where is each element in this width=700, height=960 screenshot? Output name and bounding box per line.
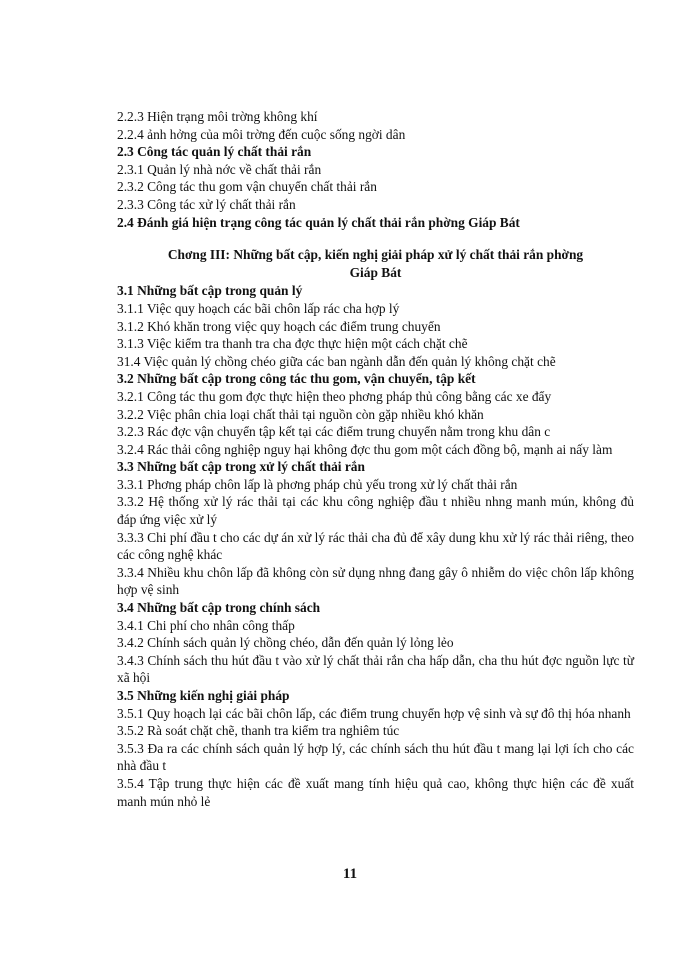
toc-entry-3-5-1: 3.5.1 Quy hoạch lại các bãi chôn lấp, các điểm trung chuyển hợp vệ sinh và sự đô thị hóa nhanh: [117, 705, 631, 721]
chapter-title-line-2: Giáp Bát: [349, 264, 402, 280]
toc-entry-2-3-1: 2.3.1 Quản lý nhà nớc về chất thải rắn: [117, 161, 322, 177]
section-heading-3-4: 3.4 Những bất cập trong chính sách: [117, 600, 321, 616]
toc-entry-3-4-3: 3.4.3 Chính sách thu hút đầu t vào xử lý chất thải rắn cha hấp dẫn, cha thu hút đợc nguồn lực từ xã hội: [117, 652, 634, 686]
page-number: 11: [342, 866, 358, 882]
toc-entry-3-1-2: 3.1.2 Khó khăn trong việc quy hoạch các điểm trung chuyển: [117, 318, 441, 334]
section-heading-2-4: 2.4 Đánh giá hiện trạng công tác quản lý chất thải rắn phờng Giáp Bát: [117, 214, 520, 230]
section-heading-3-3: 3.3 Những bất cập trong xử lý chất thải rắn: [117, 459, 365, 475]
section-heading-3-5: 3.5 Những kiến nghị giải pháp: [117, 688, 290, 703]
toc-entry-3-2-2: 3.2.2 Việc phân chia loại chất thải tại nguồn còn gặp nhiều khó khăn: [117, 406, 484, 422]
chapter-title: [117, 246, 634, 281]
table-of-contents: [117, 108, 634, 810]
toc-entry-2-3-3: 2.3.3 Công tác xử lý chất thải rắn: [117, 196, 296, 212]
toc-entry-2-3-2: 2.3.2 Công tác thu gom vận chuyển chất thải rắn: [117, 179, 377, 195]
toc-entry-3-5-3: 3.5.3 Đa ra các chính sách quản lý hợp lý, các chính sách thu hút đầu t mang lại lợi ích cho các nhà đầu t: [117, 740, 634, 774]
section-heading-3-1: 3.1 Những bất cập trong quản lý: [117, 283, 303, 299]
toc-entry-3-5-4: 3.5.4 Tập trung thực hiện các đề xuất mang tính hiệu quả cao, không thực hiện các đề xuất manh mún nhỏ lẻ: [117, 775, 634, 809]
toc-entry-3-1-4: 31.4 Việc quản lý chồng chéo giữa các ban ngành dẫn đến quản lý không chặt chẽ: [117, 353, 556, 369]
toc-entry-3-4-1: 3.4.1 Chi phí cho nhân công thấp: [117, 617, 295, 633]
toc-entry-2-2-4: 2.2.4 ảnh hởng của môi trờng đến cuộc sống ngời dân: [117, 126, 406, 142]
chapter-title-line-1: Chơng III: Những bất cập, kiến nghị giải pháp xử lý chất thải rắn phờng: [167, 247, 584, 263]
section-heading-2-3: 2.3 Công tác quản lý chất thải rắn: [117, 144, 312, 160]
toc-entry-3-3-3: 3.3.3 Chi phí đầu t cho các dự án xử lý rác thải cha đủ để xây dung khu xử lý rác thải riêng, theo các công nghệ khác: [117, 529, 634, 563]
toc-entry-3-2-3: 3.2.3 Rác đợc vận chuyển tập kết tại các điểm trung chuyển nằm trong khu dân c: [117, 424, 551, 440]
toc-entry-3-1-1: 3.1.1 Việc quy hoạch các bãi chôn lấp rác cha hợp lý: [117, 300, 400, 316]
toc-entry-2-2-3: 2.2.3 Hiện trạng môi trờng không khí: [117, 109, 318, 124]
toc-entry-3-3-4: 3.3.4 Nhiều khu chôn lấp đã không còn sử dụng nhng đang gây ô nhiễm do việc chôn lấp không hợp vệ sinh: [117, 564, 634, 598]
toc-entry-3-3-1: 3.3.1 Phơng pháp chôn lấp là phơng pháp chủ yếu trong xử lý chất thải rắn: [117, 476, 518, 492]
toc-entry-3-3-2: 3.3.2 Hệ thống xử lý rác thải tại các khu công nghiệp đầu t nhiều nhng manh mún, không đủ đáp ứng việc xử lý: [117, 494, 634, 528]
toc-entry-3-1-3: 3.1.3 Việc kiểm tra thanh tra cha đợc thực hiện một cách chặt chẽ: [117, 336, 468, 352]
toc-entry-3-2-4: 3.2.4 Rác thải công nghiệp nguy hại không đợc thu gom một cách đồng bộ, mạnh ai nấy làm: [117, 441, 613, 457]
toc-entry-3-2-1: 3.2.1 Công tác thu gom đợc thực hiện theo phơng pháp thủ công bằng các xe đẩy: [117, 388, 552, 404]
toc-entry-3-4-2: 3.4.2 Chính sách quản lý chồng chéo, dẫn đến quản lý lỏng lẻo: [117, 635, 454, 651]
toc-entry-3-5-2: 3.5.2 Rà soát chặt chẽ, thanh tra kiểm tra nghiêm túc: [117, 723, 400, 739]
section-heading-3-2: 3.2 Những bất cập trong công tác thu gom, vận chuyển, tập kết: [117, 371, 476, 387]
